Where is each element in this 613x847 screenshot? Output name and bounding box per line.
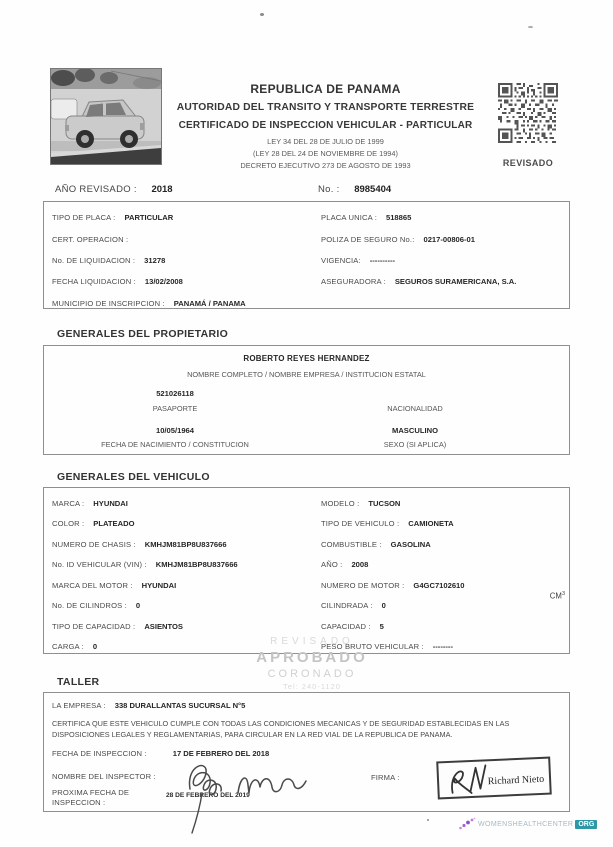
owner-name-label: NOMBRE COMPLETO / NOMBRE EMPRESA / INSTITUCION ESTATAL [187,370,426,379]
vehicle-section-title: GENERALES DEL VEHICULO [57,471,210,483]
fecha-inspeccion-field [52,749,269,758]
authority-title: AUTORIDAD DEL TRANSITO Y TRANSPORTE TERRESTRE [176,102,475,113]
field-value: 0217-00806-01 [423,234,475,244]
field-label: TIPO DE PLACA : [52,213,116,223]
carga-peso-row [44,637,569,658]
law-line-1: LEY 34 DEL 28 DE JULIO DE 1999 [267,137,384,146]
year-number-row [55,184,570,195]
field-label: LA EMPRESA : [52,701,106,710]
cert-operacion-field [52,228,246,249]
field-label: FECHA LIQUIDACION : [52,277,136,287]
site-watermark [458,817,597,831]
field-label: VIGENCIA: [321,255,361,265]
watermark-dots-icon [458,817,476,831]
firma-label: FIRMA : [371,773,400,782]
field-label: TIPO DE CAPACIDAD : [52,621,136,631]
field-value: KMHJM81BP8U837666 [144,539,227,549]
field-value: HYUNDAI [93,498,128,508]
field-label: NUMERO DE MOTOR : [321,580,405,590]
vehicle-photo [50,68,162,165]
registration-left-column [52,207,246,314]
next-inspection-label-line2: INSPECCION : [52,798,106,807]
field-value: PLATEADO [93,519,135,529]
scan-speck [528,26,533,28]
no-liquidacion-field [52,250,246,271]
sex-label: SEXO (SI APLICA) [383,440,447,449]
document-header [168,82,483,170]
signature-stamp-box [436,757,552,800]
field-value: 0 [135,601,141,611]
cilindrada-unit [550,591,565,601]
certification-text: CERTIFICA QUE ESTE VEHICULO CUMPLE CON TODAS LAS CONDICIONES MECANICAS Y DE SEGURIDAD ESTABLECIDAS EN LAS DISPOSICIONES LEGALES Y REGLAMENTARIAS, PARA CIRCULAR EN LA RED VIAL DE LA REPUBLICA DE PANAMA. [52,719,510,739]
vehicle-box [43,487,570,654]
law-line-2: (LEY 28 DEL 24 DE NOVIEMBRE DE 1994) [252,149,398,158]
poliza-seguro-field [321,228,516,249]
field-label: NUMERO DE CHASIS : [52,539,136,549]
field-value: 31278 [144,255,166,265]
field-label: No. DE LIQUIDACION : [52,255,136,265]
field-label: MARCA DEL MOTOR : [52,580,133,590]
marca-modelo-row [44,493,569,514]
scan-speck [260,13,264,16]
stamp-line-3: CORONADO [267,668,357,680]
owner-box [43,345,570,455]
qr-block [498,83,558,168]
certificate-number-value: 8985404 [354,184,392,195]
field-value: ---------- [369,255,396,265]
certificate-title: CERTIFICADO DE INSPECCION VEHICULAR - PARTICULAR [178,120,473,131]
sex-value: MASCULINO [392,426,438,435]
field-value: G4GC7102610 [413,580,465,590]
certificate-number-label: No. : [318,184,340,195]
field-label: MARCA : [52,498,85,508]
registration-box [43,201,570,309]
year-value: 2018 [151,184,173,195]
fecha-liquidacion-field [52,271,246,292]
inspector-label: NOMBRE DEL INSPECTOR : [52,772,156,781]
country-title: REPUBLICA DE PANAMA [250,82,401,96]
field-value: 5 [379,621,384,631]
field-value: 17 DE FEBRERO DEL 2018 [172,749,270,758]
nationality-label: NACIONALIDAD [387,404,443,413]
stamp-line-4: Tel: 240-1120 [283,682,341,691]
field-value: -------- [432,642,453,652]
field-label: CERT. OPERACION : [52,234,129,244]
field-value: ASIENTOS [144,621,183,631]
owner-section-title: GENERALES DEL PROPIETARIO [57,328,229,340]
aseguradora-field [321,271,516,292]
workshop-box [43,692,570,812]
owner-name: ROBERTO REYES HERNANDEZ [243,354,370,363]
field-value: PANAMÁ / PANAMA [173,298,246,308]
cilindros-cilindrada-row [44,596,569,617]
field-label: CILINDRADA : [321,601,373,611]
field-label: COMBUSTIBLE : [321,539,382,549]
field-value: 0 [381,601,386,611]
field-label: CAPACIDAD : [321,621,371,631]
field-value: KMHJM81BP8U837666 [155,560,238,570]
qr-code [498,83,558,143]
field-value: TUCSON [368,498,401,508]
field-value: 0 [92,642,98,652]
watermark-text: WOMENSHEALTHCENTER [478,820,574,828]
scan-speck [427,819,429,821]
color-tipo-row [44,514,569,535]
field-value: 518865 [385,213,412,223]
stamp-line-1: REVISADO [270,636,354,647]
field-label: No. ID VEHICULAR (VIN) : [52,560,147,570]
field-value: 13/02/2008 [144,277,183,287]
year-label: AÑO REVISADO : [55,184,137,195]
workshop-section-title: TALLER [57,676,100,688]
field-value: 2008 [351,560,369,570]
field-label: PLACA UNICA : [321,213,377,223]
field-label: TIPO DE VEHICULO : [321,519,400,529]
field-label: CARGA : [52,642,84,652]
municipio-field [52,293,246,314]
signer-name: Richard Nieto [487,773,545,788]
capacidad-row [44,616,569,637]
field-label: ASEGURADORA : [321,277,386,287]
tipo-de-placa-field [52,207,246,228]
birthdate-label: FECHA DE NACIMIENTO / CONSTITUCION [101,440,249,449]
field-label: FECHA DE INSPECCION : [52,749,147,758]
vehicle-photo-image [51,69,161,164]
unit-superscript: 3 [561,591,565,597]
field-label: MUNICIPIO DE INSCRIPCION : [52,298,165,308]
field-value: 338 DURALLANTAS SUCURSAL N°5 [114,701,246,710]
stamp-line-2: APROBADO [256,649,368,666]
vehicle-rows [44,493,569,657]
registration-right-column [321,207,516,293]
passport-label: PASAPORTE [152,404,198,413]
field-value: PARTICULAR [124,213,174,223]
motor-row [44,575,569,596]
vin-ano-row [44,555,569,576]
field-label: PESO BRUTO VEHICULAR : [321,642,424,652]
field-label: AÑO : [321,560,343,570]
law-line-3: DECRETO EJECUTIVO 273 DE AGOSTO DE 1993 [240,161,411,170]
passport-value: 521026118 [156,389,194,398]
field-label: POLIZA DE SEGURO No.: [321,234,415,244]
vigencia-field [321,250,516,271]
empresa-field [52,701,245,710]
field-value: SEGUROS SURAMERICANA, S.A. [394,277,517,287]
field-value: GASOLINA [390,539,431,549]
birthdate-value: 10/05/1964 [155,426,194,435]
field-label: COLOR : [52,519,85,529]
placa-unica-field [321,207,516,228]
next-inspection-date: 28 DE FEBRERO DEL 2019 [166,792,250,799]
field-label: MODELO : [321,498,360,508]
signer-initials-signature [442,761,488,799]
field-value: HYUNDAI [141,580,177,590]
watermark-badge: ORG [575,820,597,829]
field-label: No. DE CILINDROS : [52,601,127,611]
qr-caption: REVISADO [502,158,554,168]
next-inspection-label-line1: PROXIMA FECHA DE [52,788,130,797]
unit-text: CM [549,591,562,601]
chasis-combustible-row [44,534,569,555]
field-value: CAMIONETA [408,519,454,529]
